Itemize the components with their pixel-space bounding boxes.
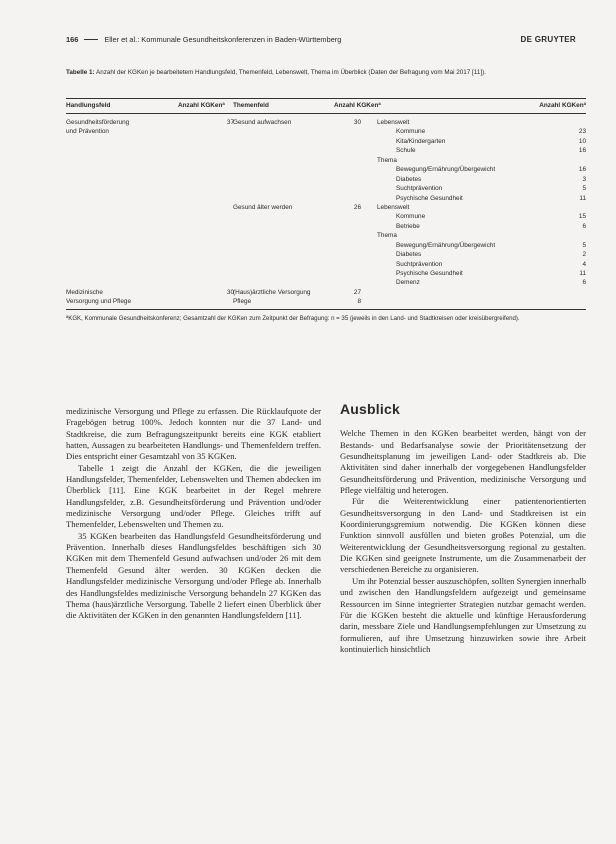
row-item: Diabetes bbox=[396, 175, 422, 183]
row-count-item: 5 bbox=[582, 241, 586, 249]
row-themenfeld: Pflege bbox=[233, 298, 252, 306]
header-dash bbox=[84, 39, 98, 40]
row-count-themenfeld: 30 bbox=[353, 119, 361, 126]
row-themenfeld: Gesund aufwachsen bbox=[233, 119, 292, 126]
right-text-column bbox=[340, 401, 586, 655]
table-caption-label: Tabelle 1: bbox=[66, 69, 95, 76]
table-row bbox=[66, 267, 586, 276]
table-row bbox=[66, 125, 586, 134]
table-caption-text: Anzahl der KGKen je bearbeitetem Handlungsfeld, Themenfeld, Lebenswelt, Thema im Überblick (Daten der Befragung vom Mai 2017 [11]). bbox=[96, 69, 486, 76]
row-subgroup: Lebenswelt bbox=[377, 203, 410, 211]
header-anzahl-2: Anzahl KGKenª bbox=[334, 102, 381, 109]
header-anzahl-1: Anzahl KGKenª bbox=[178, 102, 225, 109]
table-header-row bbox=[66, 99, 586, 113]
table-row bbox=[66, 163, 586, 172]
row-themenfeld: (Haus)ärztliche Versorgung bbox=[233, 288, 311, 296]
table-row bbox=[66, 144, 586, 153]
paragraph: Welche Themen in den KGKen bearbeitet werden, hängt von der Bestands- und Bedarfsanalyse sowie der Prioritätensetzung der Gesundheitsplanung im jeweiligen Land- oder Stadtkreis ab. Die Aktivitäten sind daher innerhalb der vorgegebenen Handlungsfelder Gesundheitsförderung und Prävention, medizinische Versorgung und Pflege vielfältig und heterogen. bbox=[340, 428, 586, 496]
row-item: Kita/Kindergarten bbox=[396, 137, 446, 145]
row-count-handlungsfeld: 37 bbox=[226, 119, 234, 126]
row-count-themenfeld: 27 bbox=[353, 288, 361, 296]
table-body bbox=[66, 114, 586, 305]
page-number: 166 bbox=[66, 34, 79, 44]
table-row bbox=[66, 220, 586, 229]
data-table bbox=[66, 98, 586, 323]
header-anzahl-3: Anzahl KGKenª bbox=[539, 102, 586, 109]
row-item: Psychische Gesundheit bbox=[396, 270, 463, 277]
row-count-themenfeld: 8 bbox=[357, 298, 361, 306]
row-handlungsfeld: Versorgung und Pflege bbox=[66, 298, 132, 306]
row-count-item: 16 bbox=[578, 166, 586, 174]
row-item: Kommune bbox=[396, 128, 426, 136]
publisher-logo: DE GRUYTER bbox=[520, 34, 576, 44]
table-row bbox=[66, 229, 586, 238]
table-row bbox=[66, 286, 586, 295]
row-item: Bewegung/Ernährung/Übergewicht bbox=[396, 166, 496, 174]
row-count-handlungsfeld: 30 bbox=[226, 288, 234, 296]
row-item: Diabetes bbox=[396, 251, 422, 259]
table-row bbox=[66, 116, 586, 125]
row-item: Suchtprävention bbox=[396, 260, 443, 268]
row-count-themenfeld: 26 bbox=[353, 203, 361, 211]
paragraph: Tabelle 1 zeigt die Anzahl der KGKen, die die jeweiligen Handlungsfelder, Themenfelder, Lebenswelten und Themen abdecken im Überblick [11]. Eine KGK bearbeitet in der Regel mehrere Handlungsfelder, z.B. Gesundheitsförderung und Prävention und/oder medizinische Versorgung und/oder Pflege. Gleiches trifft auf Themenfelder, Lebenswelten und Themen zu. bbox=[66, 462, 321, 530]
table-row bbox=[66, 276, 586, 285]
paragraph: Um ihr Potenzial besser auszuschöpfen, sollten Synergien innerhalb und zwischen den Handlungsfeldern aufgezeigt und gemeinsame Ressourcen im Sinne integrierter Strategien nutzbar gemacht werden. Für die KGKen besteht die aktuelle und künftige Herausforderung darin, messbare Ziele und Handlungsempfehlungen zur Umsetzung zu formulieren, auf ihre Umsetzung hinzuwirken sowie ihre Arbeit kontinuierlich hinsichtlich bbox=[340, 575, 586, 654]
paragraph: 35 KGKen bearbeiten das Handlungsfeld Gesundheitsförderung und Prävention. Innerhalb dieses Handlungsfeldes beschäftigen sich 30 KGKen mit dem Themenfeld Gesund aufwachsen und/oder 26 mit dem Themenfeld Gesund älter werden. 30 KGKen decken die Handlungsfelder medizinische Versorgung und/oder Pflege ab. Innerhalb des Handlungsfeldes medizinische Versorgung behandeln 27 KGKen das Thema (haus)ärztliche Versorgung. Tabelle 2 liefert einen Überblick über die Aktivitäten der KGKen in den genannten Handlungsfeldern [11]. bbox=[66, 530, 321, 621]
row-count-item: 15 bbox=[578, 213, 586, 221]
row-subgroup: Thema bbox=[377, 156, 397, 164]
row-handlungsfeld: Medizinische bbox=[66, 288, 103, 296]
table-footnote: ªKGK, Kommunale Gesundheitskonferenz; Gesamtzahl der KGKen zum Zeitpunkt der Befragung: n = 35 (jeweils in den Land- und Stadtkreisen oder kreisübergreifend). bbox=[66, 314, 520, 322]
table-row bbox=[66, 201, 586, 210]
row-item: Bewegung/Ernährung/Übergewicht bbox=[396, 241, 496, 249]
row-subgroup: Thema bbox=[377, 232, 397, 240]
running-title: Eller et al.: Kommunale Gesundheitskonferenzen in Baden-Württemberg bbox=[104, 34, 342, 44]
table-caption bbox=[66, 68, 586, 78]
header-themenfeld: Themenfeld bbox=[233, 102, 269, 109]
table-row bbox=[66, 173, 586, 182]
table-row bbox=[66, 295, 586, 304]
row-item: Betriebe bbox=[396, 222, 420, 230]
row-count-item: 10 bbox=[578, 137, 586, 145]
row-handlungsfeld: und Prävention bbox=[66, 128, 109, 136]
table-bottom-rule bbox=[66, 309, 586, 310]
row-item: Demenz bbox=[396, 279, 420, 287]
row-themenfeld: Gesund älter werden bbox=[233, 203, 293, 211]
row-item: Schule bbox=[396, 147, 416, 155]
header-handlungsfeld: Handlungsfeld bbox=[66, 102, 111, 109]
table-row bbox=[66, 192, 586, 201]
paragraph: medizinische Versorgung und Pflege zu erfassen. Die Rücklaufquote der Fragebögen betrug 100%. Jedoch konnten nur die 37 Land- und Stadtkreise, die zum Befragungszeitpunkt bereits eine KGK etabliert hatten, Aussagen zu bearbeiteten Handlungs- und Themenfeldern treffen. Dies entspricht einer Gesamtzahl von 35 KGKen. bbox=[66, 406, 321, 462]
table-row bbox=[66, 258, 586, 267]
table-row bbox=[66, 135, 586, 144]
row-count-item: 11 bbox=[579, 194, 586, 202]
row-count-item: 3 bbox=[582, 175, 586, 183]
table-row bbox=[66, 154, 586, 163]
table-row bbox=[66, 248, 586, 257]
table-row bbox=[66, 239, 586, 248]
row-count-item: 6 bbox=[582, 279, 586, 287]
row-count-item: 4 bbox=[582, 260, 586, 268]
row-count-item: 23 bbox=[578, 128, 586, 136]
row-count-item: 2 bbox=[582, 251, 586, 259]
paragraph: Für die Weiterentwicklung einer patientenorientierten Gesundheitsversorgung in den Land- und Stadtkreisen ist ein Koordinierungsgremium notwendig. Die KGKen können diese Funktion sinnvoll ausfüllen und bieten großes Potenzial, um die Weiterentwicklung der Gesundheitsversorgung regional zu gestalten. Die KGKen sind geeignete Instrumente, um die Zusammenarbeit der verschiedenen Bereiche zu organisieren. bbox=[340, 496, 586, 575]
row-item: Suchtprävention bbox=[396, 185, 443, 193]
row-count-item: 11 bbox=[579, 270, 586, 277]
section-heading: Ausblick bbox=[340, 401, 400, 417]
row-count-item: 5 bbox=[582, 185, 586, 193]
row-count-item: 16 bbox=[578, 147, 586, 155]
row-subgroup: Lebenswelt bbox=[377, 119, 410, 126]
left-text-column bbox=[66, 406, 321, 622]
table-row bbox=[66, 210, 586, 219]
row-item: Psychische Gesundheit bbox=[396, 194, 463, 202]
running-header bbox=[66, 32, 576, 46]
row-item: Kommune bbox=[396, 213, 426, 221]
row-handlungsfeld: Gesundheitsförderung bbox=[66, 119, 130, 126]
table-row bbox=[66, 182, 586, 191]
row-count-item: 6 bbox=[582, 222, 586, 230]
